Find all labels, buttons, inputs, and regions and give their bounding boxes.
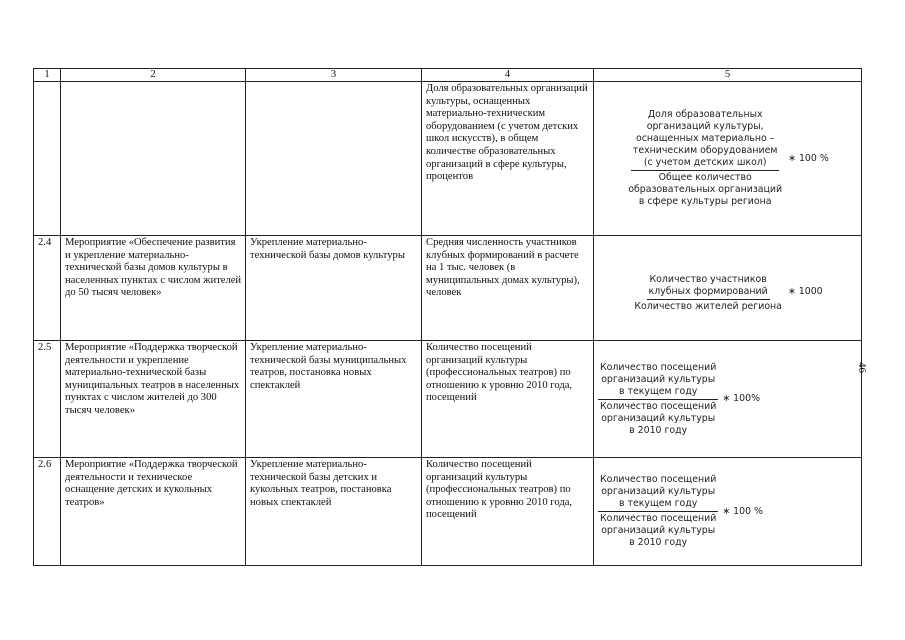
formula	[594, 264, 861, 313]
goal-cell	[246, 82, 422, 236]
formula-numerator: Количество участников клубных формирований	[647, 274, 770, 300]
column-number-row	[34, 69, 862, 82]
row-number: 2.5	[34, 341, 61, 458]
formula-multiplier: ∗ 100 %	[722, 505, 763, 517]
goal-cell: Укрепление материально-технической базы детских и кукольных театров, постановка новых спектаклей	[246, 458, 422, 566]
indicator-cell: Количество посещений организаций культуры (профессиональных театров) по отношению к уровню 2010 года, посещений	[422, 341, 594, 458]
formula-denominator: Количество посещений организаций культуры в 2010 году	[600, 400, 717, 436]
goal-cell: Укрепление материально-технической базы домов культуры	[246, 236, 422, 341]
fraction	[598, 474, 718, 549]
formula-cell	[594, 236, 862, 341]
formula-numerator: Доля образовательных организаций культуры, оснащенных материально – техническим оборудованием (с учетом детских школ)	[631, 109, 780, 171]
formula-cell	[594, 82, 862, 236]
formula-denominator: Общее количество образовательных организаций в сфере культуры региона	[628, 172, 783, 207]
goal-cell: Укрепление материально-технической базы муниципальных театров, постановка новых спектаклей	[246, 341, 422, 458]
fraction	[626, 109, 784, 208]
column-number: 1	[34, 69, 61, 82]
formula-numerator: Количество посещений организаций культуры в текущем году	[598, 474, 718, 512]
table-row	[34, 82, 862, 236]
indicator-cell: Средняя численность участников клубных формирований в расчете на 1 тыс. человек (в муниципальных домах культуры), человек	[422, 236, 594, 341]
table-row	[34, 236, 862, 341]
indicators-table	[33, 68, 862, 566]
event-cell: Мероприятие «Обеспечение развития и укрепление материально-технической базы домов культуры в населенных пунктах с числом жителей до 50 тысяч человек»	[61, 236, 246, 341]
fraction	[598, 362, 718, 437]
formula-cell	[594, 341, 862, 458]
table-row	[34, 458, 862, 566]
indicator-cell: Количество посещений организаций культуры (профессиональных театров) по отношению к уровню 2010 года, посещений	[422, 458, 594, 566]
event-cell: Мероприятие «Поддержка творческой деятельности и техническое оснащение детских и кукольных театров»	[61, 458, 246, 566]
column-number: 5	[594, 69, 862, 82]
column-number: 2	[61, 69, 246, 82]
formula-denominator: Количество посещений организаций культуры в 2010 году	[600, 513, 717, 548]
indicator-cell: Доля образовательных организаций культуры, оснащенных материально-техническим оборудованием (с учетом детских школ искусств), в общем количестве образовательных организаций в сфере культуры, процентов	[422, 82, 594, 236]
formula	[594, 474, 861, 549]
row-number: 2.4	[34, 236, 61, 341]
formula-multiplier: ∗ 1000	[787, 285, 823, 297]
row-number	[34, 82, 61, 236]
formula	[594, 362, 861, 437]
formula-cell	[594, 458, 862, 566]
formula-denominator: Количество жителей региона	[634, 300, 782, 312]
fraction	[632, 274, 784, 313]
formula-multiplier: ∗ 100%	[722, 393, 760, 404]
column-number: 4	[422, 69, 594, 82]
column-number: 3	[246, 69, 422, 82]
formula	[594, 109, 861, 208]
event-cell	[61, 82, 246, 236]
event-cell: Мероприятие «Поддержка творческой деятельности и укрепление материально-технической базы муниципальных театров в населенных пунктах с числом жителей до 300 тысяч человек»	[61, 341, 246, 458]
page-number: 46	[856, 362, 868, 373]
formula-numerator: Количество посещений организаций культуры в текущем году	[598, 362, 718, 400]
row-number: 2.6	[34, 458, 61, 566]
table-row	[34, 341, 862, 458]
formula-multiplier: ∗ 100 %	[788, 152, 829, 164]
